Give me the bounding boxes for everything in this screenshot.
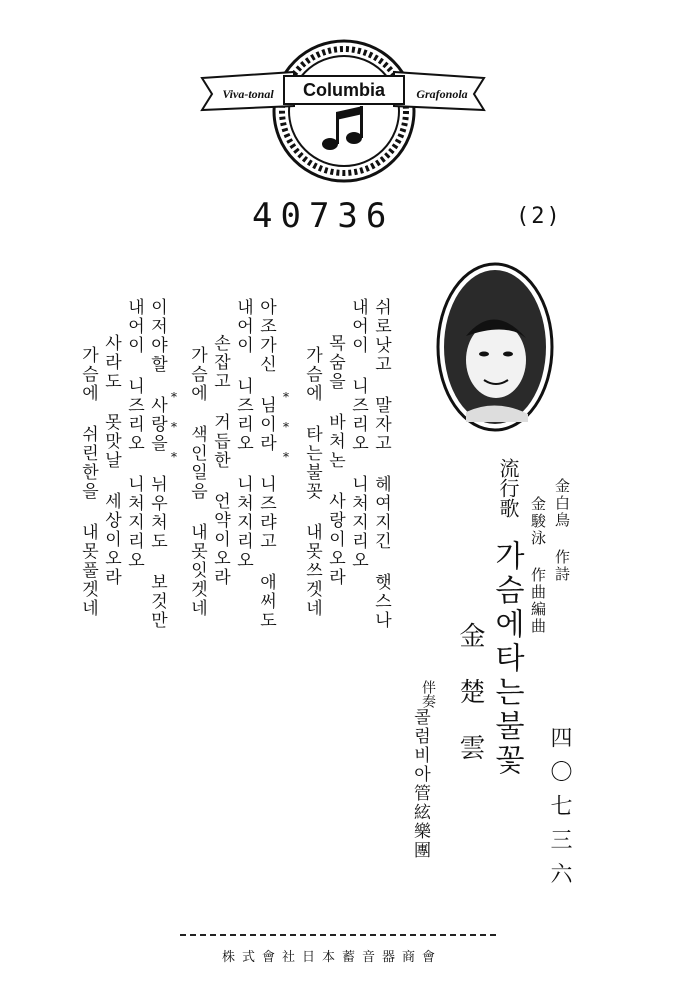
composer-credit: 金駿泳 作曲編曲 <box>529 496 547 635</box>
lyric-line: 이저야할 사랑을 뉘우처도 보것만 <box>147 298 167 630</box>
lyric-line: 내어이 니즈리오 니처지리오 <box>348 298 368 570</box>
song-title: 가슴에타는불꽃 <box>489 540 524 778</box>
logo-left-text: Viva-tonal <box>222 87 274 101</box>
logo-brand-text: Columbia <box>302 80 386 100</box>
lyric-line: 아조가신 님이라 니즈랴고 애써도 <box>256 298 276 630</box>
lyric-line: 사라도 못맛날 세상이오라 <box>101 334 121 587</box>
singer-name: 金 楚 雲 <box>455 622 485 760</box>
side-number: (2) <box>516 204 562 229</box>
publisher-footer: 株式會社日本蓄音器商會 <box>222 950 443 965</box>
record-number: 40736 <box>252 196 395 236</box>
catalog-number-kanji: 四〇七三六 <box>547 726 572 896</box>
lyric-line: 쉬로낫고 말자고 헤여지긴 햇스나 <box>371 298 391 630</box>
lyric-separator: * * * <box>279 390 293 466</box>
accompaniment-name: 콜럼비아管絃樂團 <box>410 708 430 860</box>
lyric-line: 내어이 니즈리오 니처지리오 <box>233 298 253 570</box>
footer-divider <box>180 934 496 936</box>
columbia-logo <box>198 36 488 186</box>
genre-label: 流行歌 <box>496 458 520 518</box>
lyric-separator: * * * <box>167 390 181 466</box>
lyric-line: 가슴에 쉬린한을 내못풀겟네 <box>78 346 98 618</box>
lyric-line: 가슴에 색인일음 내못잇겟네 <box>187 346 207 618</box>
lyricist-credit: 金白鳥 作詩 <box>553 478 571 583</box>
singer-portrait <box>436 262 554 432</box>
logo-right-text: Grafonola <box>416 87 468 101</box>
lyric-line: 가슴에 타는불꼿 내못쓰겟네 <box>302 346 322 618</box>
lyric-line: 손잡고 거듭한 언약이오라 <box>210 334 230 587</box>
accompaniment-label: 伴奏 <box>420 680 436 708</box>
lyric-line: 내어이 니즈리오 니처지리오 <box>124 298 144 570</box>
lyric-line: 목숨을 바처논 사랑이오라 <box>325 334 345 587</box>
